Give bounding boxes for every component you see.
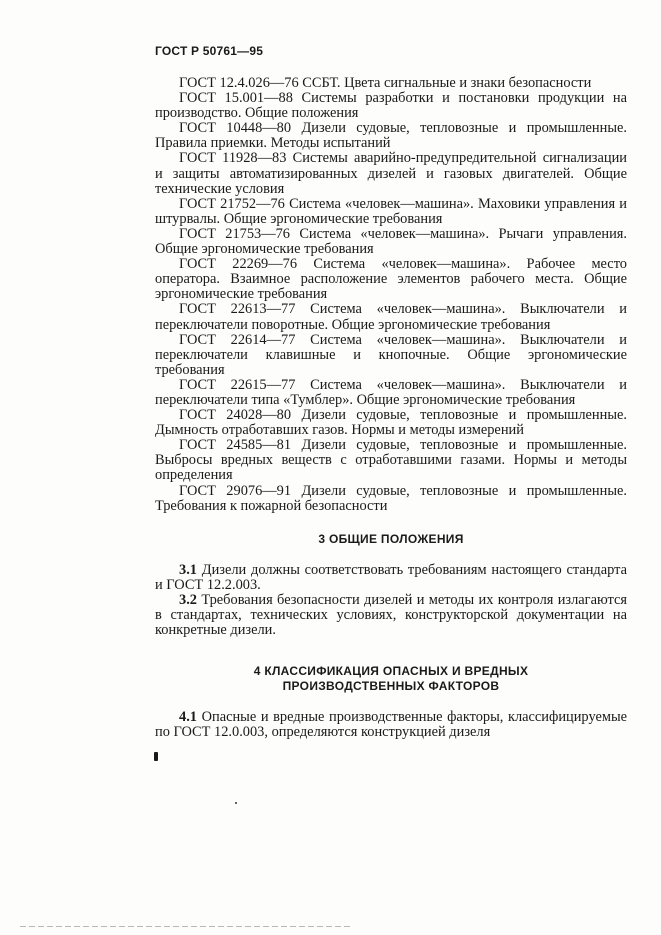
- paragraph-text: Дизели должны соответствовать требованиям настоящего стандарта и ГОСТ 12.2.003.: [155, 561, 627, 593]
- section-4-title: [155, 664, 627, 694]
- reference-item: ГОСТ 24585—81 Дизели судовые, тепловозные и промышленные. Выбросы вредных веществ с отработавшими газами. Нормы и методы определения: [155, 437, 627, 484]
- paragraph-3-2: [155, 593, 627, 638]
- reference-item: ГОСТ 24028—80 Дизели судовые, тепловозные и промышленные. Дымность отработавших газов. Нормы и методы измерений: [155, 407, 627, 439]
- reference-item: ГОСТ 29076—91 Дизели судовые, тепловозные и промышленные. Требования к пожарной безопасности: [155, 482, 627, 514]
- reference-item: ГОСТ 21752—76 Система «человек—машина». Маховики управления и штурвалы. Общие эргономические требования: [155, 195, 627, 227]
- paragraph-number: 3.2: [179, 591, 197, 608]
- reference-item: ГОСТ 11928—83 Системы аварийно-предупредительной сигнализации и защиты автоматизированных дизелей и газовых двигателей. Общие технические условия: [155, 150, 627, 197]
- document-header: ГОСТ Р 50761—95: [155, 44, 264, 58]
- reference-item: ГОСТ 10448—80 Дизели судовые, тепловозные и промышленные. Правила приемки. Методы испытаний: [155, 120, 627, 152]
- continuation-mark: [154, 752, 158, 761]
- paragraph-text: Опасные и вредные производственные факторы, классифицируемые по ГОСТ 12.0.003, определяются конструкцией дизеля: [155, 709, 627, 741]
- references-list: [155, 76, 627, 514]
- document-body: [155, 76, 627, 740]
- reference-item: ГОСТ 22613—77 Система «человек—машина». Выключатели и переключатели поворотные. Общие эргономические требования: [155, 301, 627, 333]
- paragraph-text: Требования безопасности дизелей и методы их контроля излагаются в стандартах, технических условиях, конструкторской документации на конкретные дизели.: [155, 591, 627, 639]
- scan-speck: [235, 802, 237, 804]
- section-3-title: 3 ОБЩИЕ ПОЛОЖЕНИЯ: [318, 531, 464, 546]
- reference-item: ГОСТ 22269—76 Система «человек—машина». Рабочее место оператора. Взаимное расположение элементов рабочего места. Общие эргономические требования: [155, 256, 627, 303]
- reference-item: ГОСТ 22615—77 Система «человек—машина». Выключатели и переключатели типа «Тумблер». Общие эргономические требования: [155, 376, 627, 408]
- reference-item: ГОСТ 21753—76 Система «человек—машина». Рычаги управления. Общие эргономические требования: [155, 225, 627, 258]
- reference-item: ГОСТ 12.4.026—76 ССБТ. Цвета сигнальные и знаки безопасности: [179, 75, 592, 91]
- reference-item: ГОСТ 15.001—88 Системы разработки и постановки продукции на производство. Общие положения: [155, 90, 627, 122]
- paragraph-number: 3.1: [179, 561, 197, 578]
- scan-artifact-line: [20, 926, 350, 927]
- section-4-title-line-1: 4 КЛАССИФИКАЦИЯ ОПАСНЫХ И ВРЕДНЫХ: [253, 664, 529, 679]
- section-4-title-line-2: ПРОИЗВОДСТВЕННЫХ ФАКТОРОВ: [282, 679, 500, 694]
- paragraph-4-1: [155, 710, 627, 740]
- reference-item: ГОСТ 22614—77 Система «человек—машина». Выключатели и переключатели клавишные и кнопочные. Общие эргономические требования: [155, 331, 627, 378]
- paragraph-number: 4.1: [179, 709, 197, 726]
- paragraph-3-1: [155, 563, 627, 593]
